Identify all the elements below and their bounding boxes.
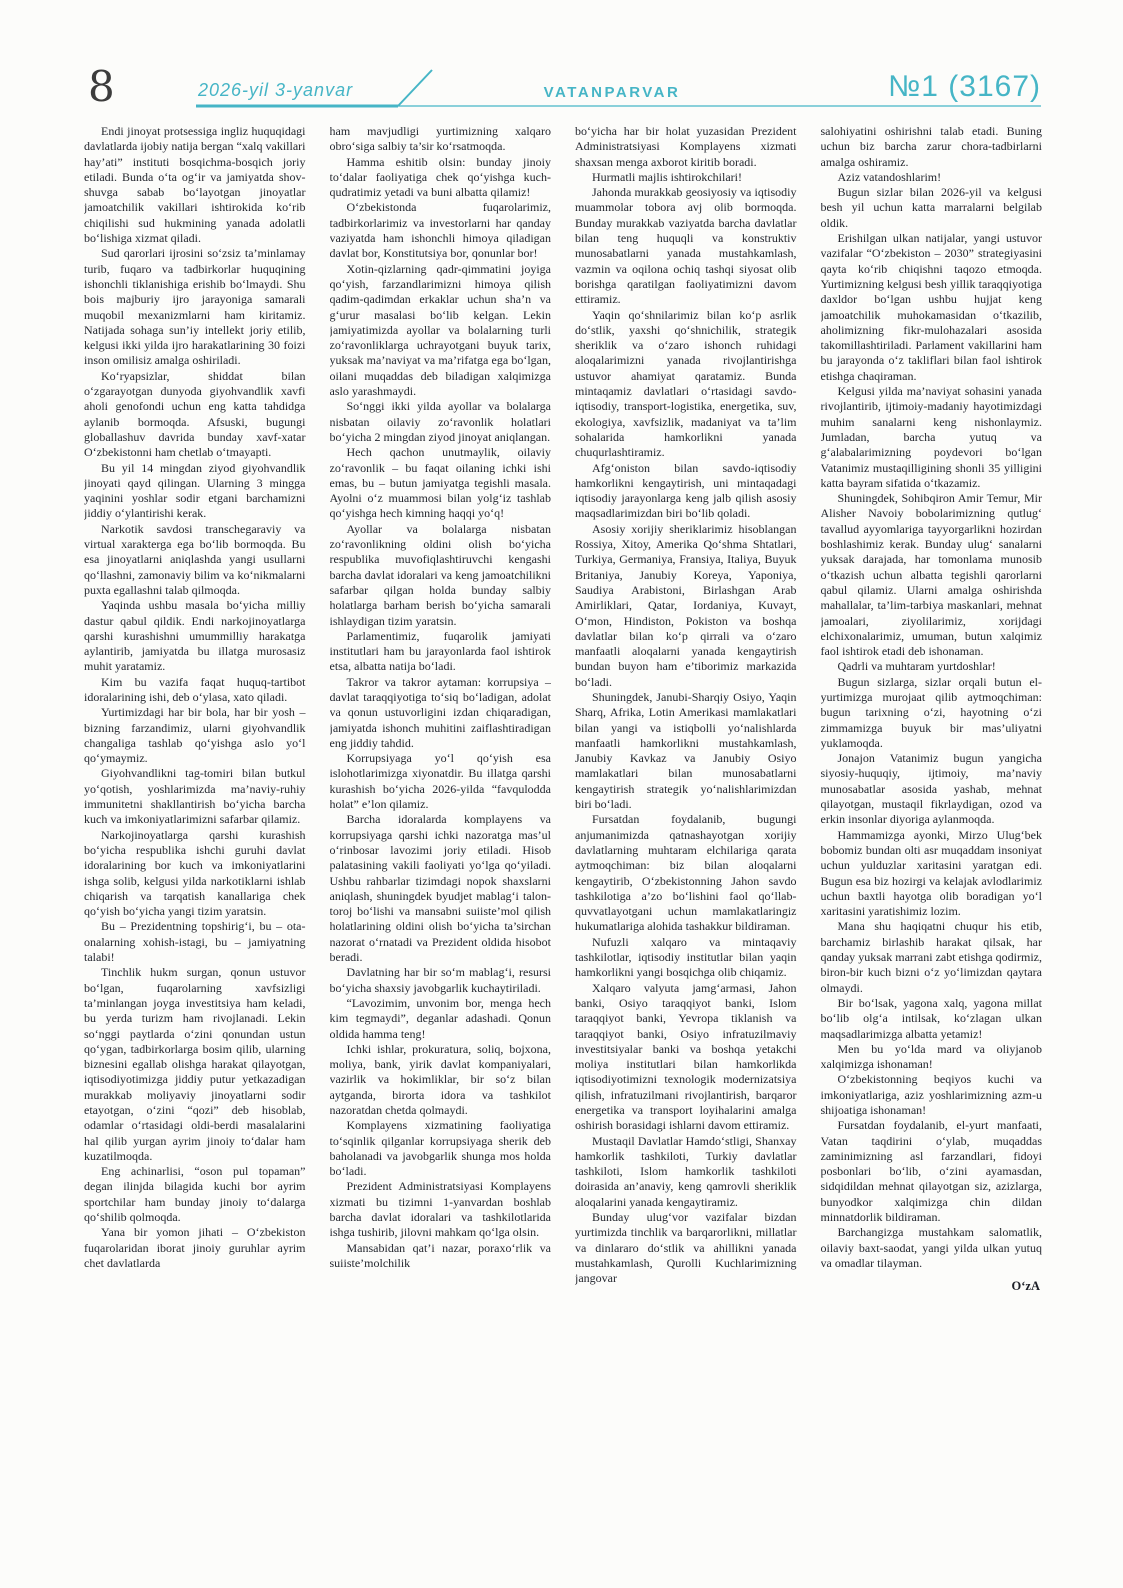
- paragraph: Narkojinoyatlarga qarshi kurashish bo‘yicha respublika ishchi guruhi davlat idoralarining bor kuch va imkoniyatlarini ishga solib, kelgusi yilda narkotiklarni ishlab chiqarish va tarqatish kanallariga chek qo‘yish bo‘yicha yangi tizim yaratsin.: [84, 827, 306, 919]
- paragraph: Ko‘ryapsizlar, shiddat bilan o‘zgarayotgan dunyoda giyohvandlik xavfi aholi genofondi uchun eng katta tahdidga aylanib bormoqda. Afsuski, bugungi globallashuv davrida bunday xavf-xatar O‘zbekistonni ham chetlab o‘tmayapti.: [84, 368, 306, 460]
- paragraph: Nufuzli xalqaro va mintaqaviy tashkilotlar, iqtisodiy institutlar bilan yaqin hamkorlikni yangi bosqichga olib chiqamiz.: [575, 934, 797, 980]
- paragraph: “Lavozimim, unvonim bor, menga hech kim tegmaydi”, deganlar adashadi. Qonun oldida hamma teng!: [329, 995, 551, 1041]
- paragraph: Qadrli va muhtaram yurtdoshlar!: [837, 659, 996, 674]
- paragraph: Bugun sizlarga, sizlar orqali butun el-yurtimizga murojaat qilib aytmoqchiman: bugun tarixning o‘zi, hayotning o‘zi zimmamizga buyuk bir mas’uliyatni yuklamoqda.: [820, 674, 1042, 750]
- article-column-3: [575, 124, 797, 1552]
- issue-number: №1 (3167): [888, 70, 1041, 103]
- paragraph: Shuningdek, Sohibqiron Amir Temur, Mir Alisher Navoiy bobolarimizning qutlug‘ tavallud ayyomlariga tayyorgarlikni hozirdan boshlashimiz kerak. Bunday ulug‘ sanalarni yuksak darajada, har tomonlama munosib o‘tkazish uchun albatta tegishli qarorlarni qabul qilamiz. Ularni amalga oshirishda mahallalar, ta’lim-tarbiya maskanlari, mehnat jamoalari, ziyolilarimiz, xorijdagi elchixonalarimiz, umuman, butun xalqimiz faol ishtirok etadi deb ishonaman.: [820, 491, 1042, 659]
- paragraph: Mana shu haqiqatni chuqur his etib, barchamiz birlashib harakat qilsak, har qanday yuksak marrani zabt etishga qodirmiz, biron-bir kuch bizni o‘z yo‘limizdan qaytara olmaydi.: [820, 919, 1042, 995]
- paragraph: Aziz vatandoshlarim!: [837, 169, 942, 184]
- paragraph: Xalqaro valyuta jamg‘armasi, Jahon banki, Osiyo taraqqiyot banki, Islom taraqqiyot banki, Yevropa tiklanish va taraqqiyot banki, Osiyo infratuzilmaviy investitsiyalar banki va boshqa yetakchi moliya institutlari bilan hamkorlikda iqtisodiyotimizni texnologik modernizatsiya qilish, infratuzilmani rivojlantirish, barqaror energetika va transport loyihalarini amalga oshirish borasidagi ishlarni davom ettiramiz.: [575, 980, 797, 1133]
- paragraph: Bu – Prezidentning topshirig‘i, bu – ota-onalarning xohish-istagi, bu – jamiyatning talabi!: [84, 919, 306, 965]
- paragraph: Eng achinarlisi, “oson pul topaman” degan ilinjda bilagida kuchi bor ayrim sportchilar ham bunday jinoiy to‘dalarga qo‘shilib qolmoqda.: [84, 1164, 306, 1225]
- paragraph: Men bu yo‘lda mard va oliyjanob xalqimizga ishonaman!: [820, 1041, 1042, 1072]
- paragraph: Mansabidan qat’i nazar, poraxo‘rlik va suiiste’molchilik: [329, 1240, 551, 1270]
- paragraph: Hamma eshitib olsin: bunday jinoiy to‘dalar faoliyatiga chek qo‘yishga kuch-qudratimiz yetadi va buni albatta qilamiz!: [329, 154, 551, 200]
- paragraph: Bunday ulug‘vor vazifalar bizdan yurtimizda tinchlik va barqarorlikni, millatlar va dinlararo do‘stlik va ahillikni yanada mustahkamlash, Qurolli Kuchlarimizning jangovar: [575, 1210, 797, 1286]
- paragraph: Parlamentimiz, fuqarolik jamiyati institutlari ham bu jarayonlarda faol ishtirok etsa, albatta natija bo‘ladi.: [329, 628, 551, 674]
- paragraph: Tinchlik hukm surgan, qonun ustuvor bo‘lgan, fuqarolarning xavfsizligi ta’minlangan joyga investitsiya ham keladi, bu yerda turizm ham rivojlanadi. Lekin so‘nggi paytlarda o‘zini qonundan ustun qo‘ygan, tadbirkorlarga bosim qilib, ularning biznesini egallab olishga harakat qilayotgan, iqtisodiyotimizga jiddiy putur yetkazadigan murakkab moliyaviy jinoyatlarni sodir etayotgan, o‘zini “qozi” deb hisoblab, odamlar o‘rtasidagi oldi-berdi masalalarini hal qilib yurgan ayrim jinoiy to‘dalar ham kuzatilmoqda.: [84, 965, 306, 1163]
- article-column-1: [84, 124, 306, 1552]
- paragraph: Hech qachon unutmaylik, oilaviy zo‘ravonlik – bu faqat oilaning ichki ishi emas, bu – butun jamiyatga tegishli masala. Ayolni o‘z muammosi bilan yolg‘iz tashlab qo‘yishga hech kimning haqqi yo‘q!: [329, 445, 551, 521]
- agency-signature: O‘zA: [1011, 1279, 1040, 1294]
- paragraph: Shuningdek, Janubi-Sharqiy Osiyo, Yaqin Sharq, Afrika, Lotin Amerikasi mamlakatlari bilan yangi va istiqbolli yo‘nalishlarda manfaatli hamkorlikni mustahkamlash, Janubiy Kavkaz va Janubiy Osiyo mamlakatlari bilan munosabatlarni kengaytirish strategik yo‘nalishlarimizdan biri bo‘ladi.: [575, 689, 797, 812]
- paragraph: Barcha idoralarda komplayens va korrupsiyaga qarshi ichki nazoratga mas’ul o‘rinbosar lavozimi joriy etiladi. Hisob palatasining vakili faoliyati yo‘lga qo‘yiladi. Ushbu rahbarlar tizimdagi nopok shaxslarni aniqlash, shuningdek byudjet mablag‘i talon-toroj bo‘lishi va mansabni suiiste’mol qilish holatlarining oldini olish bo‘yicha ta’sirchan nazorat o‘rnatadi va Prezident oldida hisobot beradi.: [329, 812, 551, 965]
- paragraph: Afg‘oniston bilan savdo-iqtisodiy hamkorlikni kengaytirish, uni mintaqadagi iqtisodiy jarayonlarga keng jalb qilish asosiy maqsadlarimizdan biri bo‘lib qoladi.: [575, 460, 797, 521]
- paragraph: Yana bir yomon jihati – O‘zbekiston fuqarolaridan iborat jinoiy guruhlar ayrim chet davlatlarda: [84, 1225, 306, 1270]
- paragraph: Yurtimizdagi har bir bola, har bir yosh – bizning farzandimiz, ularni giyohvandlik changaliga tashlab qo‘yishga aslo yo‘l qo‘ymaymiz.: [84, 705, 306, 766]
- issue-date: 2026-yil 3-yanvar: [198, 80, 354, 100]
- article-column-2: [330, 124, 552, 1552]
- paragraph: Korrupsiyaga yo‘l qo‘yish esa islohotlarimizga xiyonatdir. Bu illatga qarshi kurashish bo‘yicha 2026-yilda “favqulodda holat” e’lon qilamiz.: [329, 751, 551, 812]
- paragraph: Yaqinda ushbu masala bo‘yicha milliy dastur qabul qildik. Endi narkojinoyatlarga qarshi kurashishni umummilliy harakatga aylantirib, jamiyatda bu illatga murosasiz muhit yaratamiz.: [84, 598, 306, 674]
- article-column-4-text: [821, 124, 1043, 1271]
- paragraph: Komplayens xizmatining faoliyatiga to‘sqinlik qilganlar korrupsiyaga sherik deb baholanadi va javobgarlik shunga mos holda bo‘ladi.: [329, 1118, 551, 1179]
- paragraph: Asosiy xorijiy sheriklarimiz hisoblangan Rossiya, Xitoy, Amerika Qo‘shma Shtatlari, Turkiya, Germaniya, Fransiya, Italiya, Buyuk Britaniya, Janubiy Koreya, Yaponiya, Saudiya Arabistoni, Birlashgan Arab Amirliklari, Qatar, Iordaniya, Kuvayt, O‘mon, Hindiston, Pokiston va boshqa davlatlar bilan ko‘p qirrali va o‘zaro manfaatli aloqalarni yanada kengaytirish bundan buyon ham e’tiborimiz markazida bo‘ladi.: [575, 521, 797, 689]
- paragraph: Ayollar va bolalarga nisbatan zo‘ravonlikning oldini olish bo‘yicha respublika muvofiqlashtiruvchi kengashi barcha davlat idoralari va keng jamoatchilikni safarbar qilgan holda bunday salbiy holatlarga barham berish bo‘yicha samarali ishlaydigan tizim yaratsin.: [329, 521, 551, 628]
- paragraph: Davlatning har bir so‘m mablag‘i, resursi bo‘yicha shaxsiy javobgarlik kuchaytiriladi.: [329, 965, 551, 995]
- paragraph: bo‘yicha har bir holat yuzasidan Prezident Administratsiyasi Komplayens xizmati shaxsan menga axborot kiritib boradi.: [575, 124, 797, 169]
- paragraph: ham mavjudligi yurtimizning xalqaro obro‘siga salbiy ta’sir ko‘rsatmoqda.: [329, 124, 551, 154]
- paragraph: Giyohvandlikni tag-tomiri bilan butkul yo‘qotish, yoshlarimizda ma’naviy-ruhiy immunitetni shakllantirish bo‘yicha barcha kuch va imkoniyatlarimizni safarbar qilamiz.: [84, 766, 306, 827]
- page-number: 8: [88, 62, 115, 111]
- paragraph: So‘nggi ikki yilda ayollar va bolalarga nisbatan oilaviy zo‘ravonlik holatlari bo‘yicha 2 mingdan ziyod jinoyat aniqlangan.: [329, 399, 551, 444]
- paragraph: Kim bu vazifa faqat huquq-tartibot idoralarining ishi, deb o‘ylasa, xato qiladi.: [84, 674, 306, 704]
- paragraph: Yaqin qo‘shnilarimiz bilan ko‘p asrlik do‘stlik, yaxshi qo‘shnichilik, strategik sheriklik va o‘zaro ishonch ruhidagi aloqalarimizni yanada rivojlantirishga ustuvor ahamiyat qaratamiz. Bunda mintaqamiz davlatlari o‘rtasidagi savdo-iqtisodiy, transport-logistika, energetika, suv, ekologiya, xavfsizlik, madaniyat va ta’lim sohalarida hamkorlikni yanada chuqurlashtiramiz.: [575, 307, 797, 460]
- paragraph: Barchangizga mustahkam salomatlik, oilaviy baxt-saodat, yangi yilda ulkan yutuq va omadlar tilayman.: [820, 1225, 1042, 1270]
- paragraph: Hammamizga ayonki, Mirzo Ulug‘bek bobomiz bundan olti asr muqaddam insoniyat uchun yulduzlar xaritasini yaratgan edi. Bugun esa biz hozirgi va kelajak avlodlarimiz uchun baxtli hayotga olib boradigan yo‘l xaritasini yaratishimiz lozim.: [820, 827, 1042, 919]
- paragraph: Takror va takror aytaman: korrupsiya – davlat taraqqiyotiga to‘siq bo‘ladigan, adolat va qonun ustuvorligini izdan chiqaradigan, jamiyatda ishonch muhitini zaiflashtiradigan eng jiddiy tahdid.: [329, 674, 551, 750]
- paragraph: Ichki ishlar, prokuratura, soliq, bojxona, moliya, bank, yirik davlat kompaniyalari, vazirlik va hokimliklar, bir so‘z bilan aytganda, birorta idora va tashkilot nazoratdan chetda qolmaydi.: [329, 1041, 551, 1117]
- paragraph: Fursatdan foydalanib, bugungi anjumanimizda qatnashayotgan xorijiy davlatlarning muhtaram elchilariga qarata aytmoqchiman: biz bilan aloqalarni kengaytirib, O‘zbekistonning Jahon savdo tashkilotiga a’zo bo‘lishini faol qo‘llab-quvvatlayotgani uchun mamlakatlaringiz hukumatlariga alohida tashakkur bildiraman.: [575, 812, 797, 934]
- paragraph: Mustaqil Davlatlar Hamdo‘stligi, Shanxay hamkorlik tashkiloti, Turkiy davlatlar tashkiloti, Islom hamkorlik tashkiloti doirasida an’anaviy, keng qamrovli sheriklik aloqalarini yanada kengaytiramiz.: [575, 1133, 797, 1209]
- article-column-4: [821, 124, 1043, 1552]
- paragraph: salohiyatini oshirishni talab etadi. Buning uchun biz barcha zarur chora-tadbirlarni amalga oshiramiz.: [820, 124, 1042, 169]
- paragraph: O‘zbekistonning beqiyos kuchi va imkoniyatlariga, aziz yoshlarimizning azm-u shijoatiga ishonaman!: [820, 1072, 1042, 1117]
- paragraph: Prezident Administratsiyasi Komplayens xizmati bu tizimni 1-yanvardan boshlab barcha davlat idoralari va tashkilotlarida ishga tushirib, jilovni mahkam qo‘lga olsin.: [329, 1179, 551, 1240]
- paragraph: Jonajon Vatanimiz bugun yangicha siyosiy-huquqiy, ijtimoiy, ma’naviy munosabatlar asosida yashab, mehnat qilayotgan, mustaqil fikrlaydigan, ozod va erkin insonlar diyoriga aylanmoqda.: [820, 751, 1042, 827]
- paragraph: Bugun sizlar bilan 2026-yil va kelgusi besh yil uchun katta marralarni belgilab oldik.: [820, 185, 1042, 230]
- paragraph: Bir bo‘lsak, yagona xalq, yagona millat bo‘lib olg‘a intilsak, ko‘zlagan ulkan maqsadlarimizga albatta yetamiz!: [820, 995, 1042, 1041]
- paragraph: Fursatdan foydalanib, el-yurt manfaati, Vatan taqdirini o‘ylab, muqaddas zaminimizning asl farzandlari, fidoyi posbonlari bo‘lib, o‘zini ayamasdan, sidqidildan mehnat qilayotgan siz, azizlarga, bunyodkor xalqimizga chin dildan minnatdorlik bildiraman.: [820, 1118, 1042, 1225]
- paragraph: Bu yil 14 mingdan ziyod giyohvandlik jinoyati qayd qilingan. Ularning 3 mingga yaqinini yoshlar sodir etgani barchamizni jiddiy o‘ylantirishi kerak.: [84, 460, 306, 521]
- paragraph: O‘zbekistonda fuqarolarimiz, tadbirkorlarimiz va investorlarni har qanday vaziyatda ham ishonchli himoya qiladigan davlat bor, Konstitutsiya bor, qonunlar bor!: [329, 200, 551, 261]
- paragraph: Xotin-qizlarning qadr-qimmatini joyiga qo‘yish, farzandlarimizni himoya qilish qadim-qadimdan erkaklar uchun sha’n va g‘urur masalasi bo‘lib kelgan. Lekin jamiyatimizda ayollar va bolalarning turli zo‘ravonliklarga uchrayotgani buyuk tarix, yuksak ma’naviyat va ma’rifatga ega bo‘lgan, oilani muqaddas deb biladigan xalqimizga aslo yarashmaydi.: [329, 261, 551, 399]
- paragraph: Sud qarorlari ijrosini so‘zsiz ta’minlamay turib, fuqaro va tadbirkorlar huquqining ishonchli tiklanishiga erishib bo‘lmaydi. Shu bois majburiy ijro jarayoniga samarali muqobil mexanizmlarni ham kiritamiz. Natijada sohaga sun’iy intellekt joriy etilib, kelgusi ikki yilda ijro harakatlarining 30 foizi inson omilisiz amalga oshiriladi.: [84, 246, 306, 368]
- newspaper-masthead: VATANPARVAR: [543, 84, 681, 101]
- paragraph: Hurmatli majlis ishtirokchilari!: [592, 169, 742, 184]
- paragraph: Erishilgan ulkan natijalar, yangi ustuvor vazifalar “O‘zbekiston – 2030” strategiyasini qayta ko‘rib chiqishni taqozo etmoqda. Yurtimizning kelgusi besh yillik taraqqiyotiga daxldor bo‘lgan ushbu hujjat keng jamoatchilik muhokamasidan o‘tkazilib, aholimizning fikr-mulohazalari asosida takomillashtiriladi. Parlament vakillarini ham bu jarayonda o‘z takliflari bilan faol ishtirok etishga chaqiraman.: [820, 231, 1042, 383]
- paragraph: Kelgusi yilda ma’naviyat sohasini yanada rivojlantirib, ijtimoiy-madaniy hayotimizdagi muhim sanalarni keng nishonlaymiz. Jumladan, barcha yutuq va g‘alabalarimizning poydevori bo‘lgan Vatanimiz mustaqilligining shonli 35 yilligini katta bayram sifatida o‘tkazamiz.: [820, 384, 1042, 490]
- paragraph: Jahonda murakkab geosiyosiy va iqtisodiy muammolar tobora avj olib bormoqda. Bunday murakkab vaziyatda barcha davlatlar bilan teng huquqli va konstruktiv munosabatlarni yanada mustahkamlash, vazmin va oqilona ochiq tashqi siyosat olib borishga qaratilgan faoliyatimizni davom ettiramiz.: [575, 185, 797, 307]
- page-header: [0, 0, 1123, 122]
- paragraph: Narkotik savdosi transchegaraviy va virtual xarakterga ega bo‘lib bormoqda. Bu esa jinoyatlarni aniqlashda yangi usullarni qo‘llashni, zamonaviy bilim va ko‘nikmalarni puxta egallashni talab qilmoqda.: [84, 521, 306, 597]
- paragraph: Endi jinoyat protsessiga ingliz huquqidagi davlatlarda ijobiy natija bergan “xalq vakillari hay’ati” instituti bosqichma-bosqich joriy etiladi. Bunda o‘ta og‘ir va jamiyatda shov-shuvga sabab bo‘layotgan jinoyatlar jamoatchilik vakillari ishtirokida ko‘rib chiqilishi sud hukmining yanada adolatli bo‘lishiga xizmat qiladi.: [84, 124, 306, 246]
- article-body: [84, 124, 1042, 1552]
